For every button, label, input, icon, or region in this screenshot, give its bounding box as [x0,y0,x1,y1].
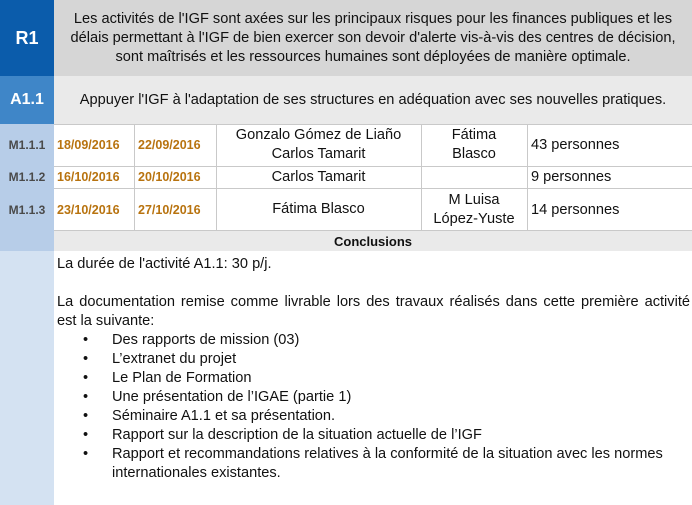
mission-end-date: 27/10/2016 [138,202,201,217]
conclusions-heading: Conclusions [54,231,692,251]
conclusions-body [57,255,690,483]
table-divider [134,124,135,231]
mission-code: M1.1.1 [0,124,54,166]
list-item: • L’extranet du projet [83,351,237,367]
activity-duration: La durée de l'activité A1.1: 30 p/j. [57,256,272,272]
mission-end-date: 22/09/2016 [138,138,201,152]
expert-name: Gonzalo Gómez de Liaño [235,127,402,143]
counterpart-name: Fátima [451,127,497,143]
bullet-icon: • [83,351,89,367]
expert-name: Fátima Blasco [272,201,365,217]
mission-experts [216,166,421,188]
bullet-icon: • [83,389,89,405]
deliverables-list [57,331,690,483]
bullet-icon: • [83,332,89,348]
table-divider [54,188,692,189]
table-divider [216,124,217,231]
mission-experts [216,188,421,231]
activity-label: A1.1 [0,76,54,124]
mission-participants: 43 personnes [531,137,620,153]
list-item: • Rapport et recommandations relatives à la conformité de la situation avec les normes internationales existantes. [83,446,663,481]
counterpart-name: López-Yuste [433,210,515,227]
mission-start-date: 23/10/2016 [57,202,120,217]
mission-counterpart [421,124,527,166]
mission-participants: 14 personnes [531,201,620,218]
table-divider [54,166,692,167]
mission-code: M1.1.2 [0,166,54,188]
expert-name: Carlos Tamarit [271,168,366,185]
mission-end-date: 20/10/2016 [138,170,201,184]
deliverables-intro: La documentation remise comme livrable lors des travaux réalisés dans cette première activité est la suivante: [57,294,690,329]
activity-description: Appuyer l'IGF à l'adaptation de ses structures en adéquation avec ses nouvelles pratiques. [54,76,692,124]
table-divider [527,124,528,231]
result-description: Les activités de l'IGF sont axées sur les principaux risques pour les finances publiques et les délais permettant à l'IGF de bien exercer son devoir d'alerte vis-à-vis des centres de décision, sont maîtrisés et les ressources humaines sont déployées de manière optimale. [54,0,692,76]
counterpart-name: Blasco [452,146,496,162]
conclusions-side-strip [0,251,54,505]
mission-experts [216,124,421,166]
counterpart-name: M Luisa [448,191,500,208]
bullet-icon: • [83,446,89,462]
bullet-icon: • [83,370,89,386]
table-divider [54,124,692,125]
mission-start-date: 16/10/2016 [57,170,120,184]
mission-counterpart [421,166,527,188]
bullet-icon: • [83,427,89,443]
table-divider [421,124,422,231]
expert-name: Carlos Tamarit [271,146,366,162]
mission-counterpart [421,188,527,231]
conclusions-side-cell [0,231,54,251]
list-item: • Des rapports de mission (03) [83,332,300,348]
mission-code: M1.1.3 [0,188,54,231]
bullet-icon: • [83,408,89,424]
result-label: R1 [0,0,54,76]
list-item: • Rapport sur la description de la situation actuelle de l’IGF [83,427,482,443]
list-item: • Une présentation de l’IGAE (partie 1) [83,389,352,405]
mission-participants: 9 personnes [531,169,612,185]
list-item: • Séminaire A1.1 et sa présentation. [83,408,336,424]
list-item: • Le Plan de Formation [83,370,252,386]
mission-start-date: 18/09/2016 [57,138,120,152]
